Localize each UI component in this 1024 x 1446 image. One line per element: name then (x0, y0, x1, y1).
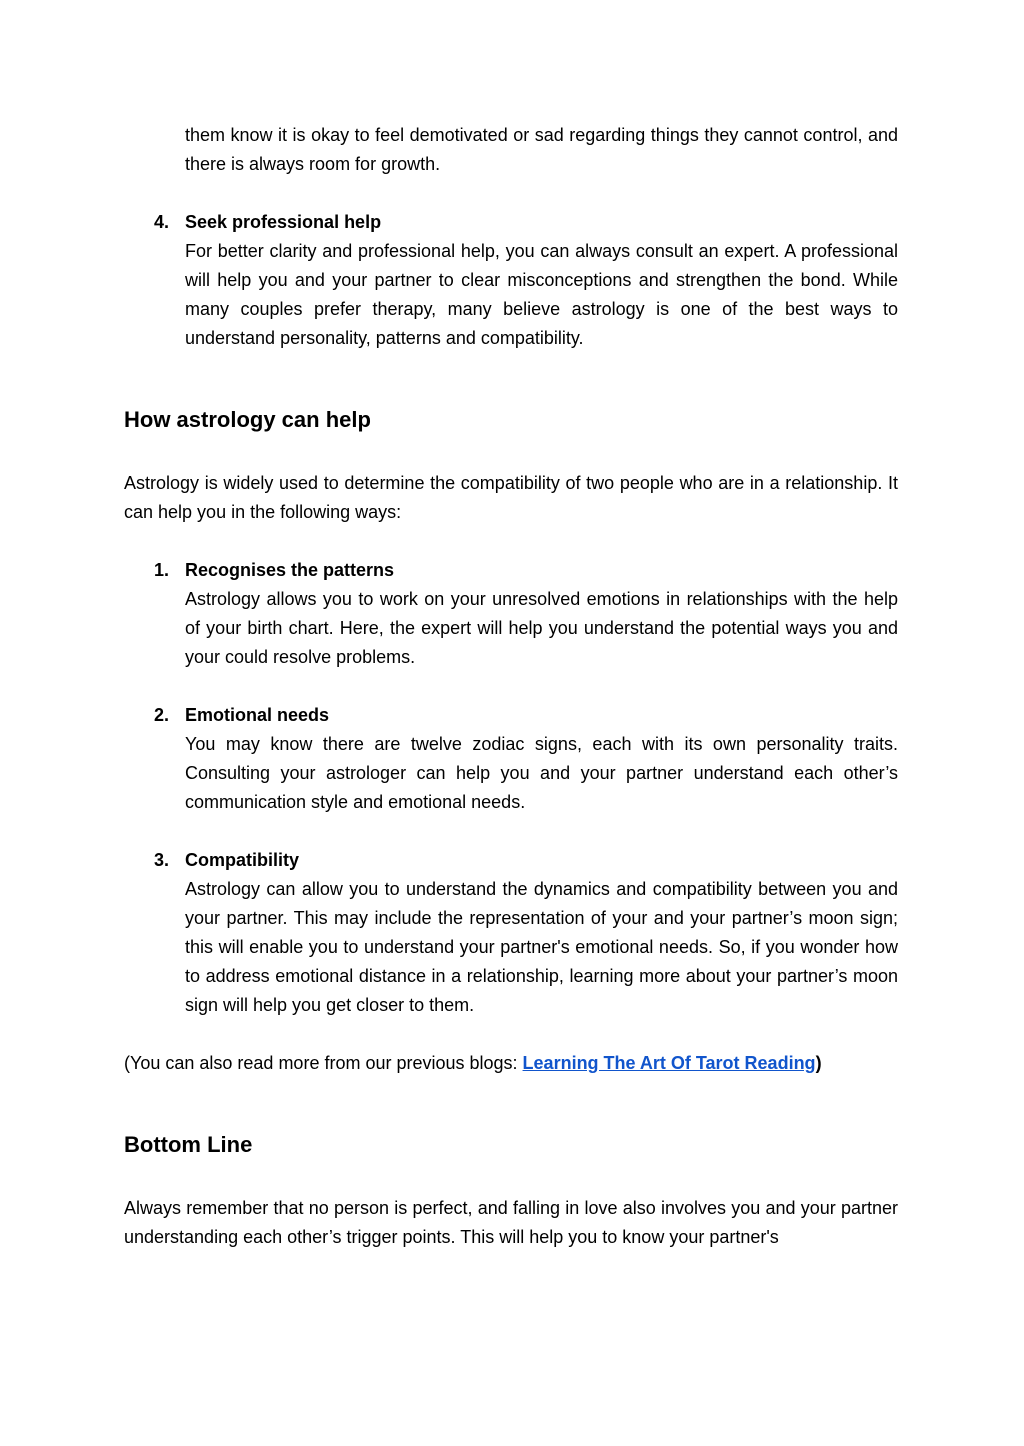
tarot-reading-blog-link[interactable]: Learning The Art Of Tarot Reading (522, 1053, 816, 1073)
read-more-prefix: (You can also read more from our previous blogs: (124, 1053, 523, 1073)
astrology-list (124, 556, 898, 1020)
list-item-number: 3. (154, 850, 170, 870)
list-item-body: Astrology allows you to work on your unresolved emotions in relationships with the help of your birth chart. Here, the expert will help you understand the potential ways you and your could resolve problems. (185, 589, 898, 667)
list-item-title: Seek professional help (185, 212, 382, 232)
list-item (124, 846, 898, 1020)
list-item-body: Astrology can allow you to understand the dynamics and compatibility between you and your partner. This may include the representation of your and your partner’s moon sign; this will enable you to understand your partner's emotional needs. So, if you wonder how to address emotional distance in a relationship, learning more about your partner’s moon sign will help you get closer to them. (185, 879, 898, 1015)
professional-help-list (124, 208, 898, 353)
list-item-title: Compatibility (185, 850, 300, 870)
bottom-line-paragraph: Always remember that no person is perfect, and falling in love also involves you and your partner understanding each other’s trigger points. This will help you to know your partner's (124, 1198, 898, 1247)
continuation-paragraph: them know it is okay to feel demotivated or sad regarding things they cannot control, and there is always room for growth. (185, 125, 898, 174)
read-more-line (124, 1049, 898, 1078)
section-heading-astrology: How astrology can help (124, 407, 371, 432)
read-more-suffix: ) (815, 1053, 822, 1073)
section-heading-bottom-line: Bottom Line (124, 1132, 253, 1157)
list-item (124, 208, 898, 353)
list-item-number: 2. (154, 705, 170, 725)
list-item-title: Recognises the patterns (185, 560, 395, 580)
list-item-body: You may know there are twelve zodiac signs, each with its own personality traits. Consulting your astrologer can help you and your partner understand each other’s communication style and emotional needs. (185, 734, 898, 812)
list-item-number: 4. (154, 212, 170, 232)
list-item-body: For better clarity and professional help, you can always consult an expert. A professional will help you and your partner to clear misconceptions and strengthen the bond. While many couples prefer therapy, many believe astrology is one of the best ways to understand personality, patterns and compatibility. (185, 241, 898, 348)
document-content (124, 121, 898, 1252)
list-item (124, 556, 898, 672)
list-item-title: Emotional needs (185, 705, 330, 725)
list-item (124, 701, 898, 817)
astrology-intro-paragraph: Astrology is widely used to determine the compatibility of two people who are in a relationship. It can help you in the following ways: (124, 473, 898, 522)
list-item-number: 1. (154, 560, 170, 580)
